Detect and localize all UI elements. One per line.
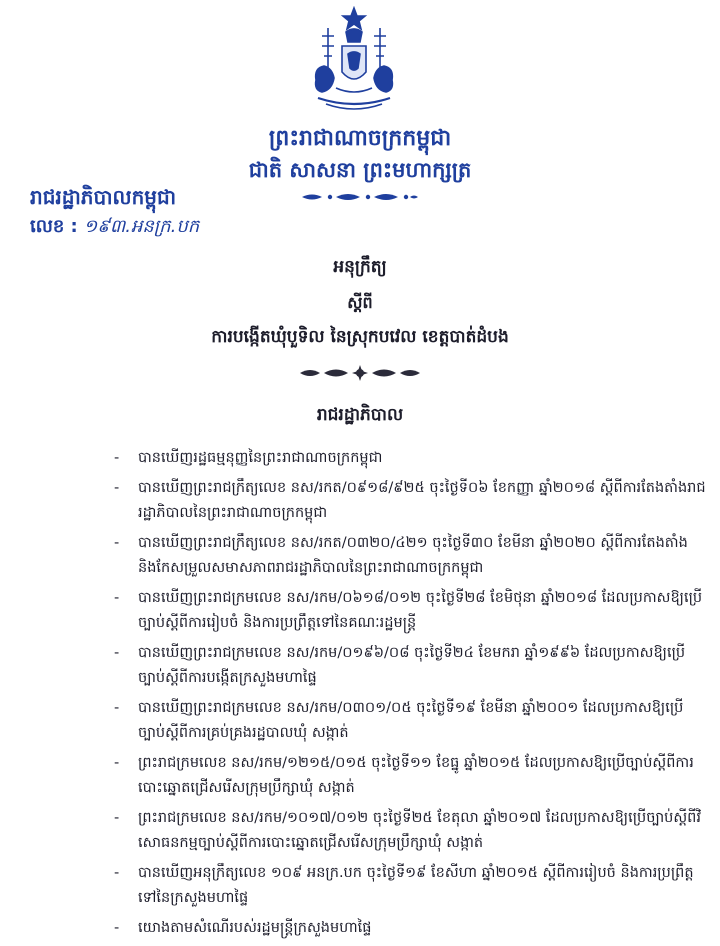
list-item bbox=[108, 476, 708, 526]
list-item-text: បានឃើញរដ្ឋធម្មនុញ្ញនៃព្រះរាជាណាចក្រកម្ពុជា bbox=[138, 450, 383, 466]
document-type: អនុក្រឹត្យ bbox=[333, 257, 387, 277]
list-dash: - bbox=[114, 645, 120, 661]
list-dash: - bbox=[114, 535, 120, 551]
list-item bbox=[108, 751, 708, 801]
list-dash: - bbox=[114, 590, 120, 606]
list-item-text: បានឃើញអនុក្រឹត្យលេខ ១០៩ អនក្រ.បក ចុះថ្ងៃទី១៩ ខែសីហា ឆ្នាំ២០១៥ ស្តីពីការរៀបចំ និងការប្រព្រឹត្តទៅនៃក្រសួងមហាផ្ទៃ bbox=[138, 865, 694, 906]
list-item-text: ព្រះរាជក្រមលេខ នស/រកម/១០១៧/០១២ ចុះថ្ងៃទី២៥ ខែតុលា ឆ្នាំ២០១៧ ដែលប្រកាសឱ្យប្រើច្បាប់ស្តីពីវិសោធនកម្មច្បាប់ស្តីពីការបោះឆ្នោតជ្រើសរើសក្រុមប្រឹក្សាឃុំ សង្កាត់ bbox=[138, 810, 701, 851]
list-dash: - bbox=[114, 480, 120, 496]
considerations-list bbox=[108, 446, 708, 946]
list-item bbox=[108, 806, 708, 856]
list-dash: - bbox=[114, 920, 120, 936]
national-motto: ជាតិ សាសនា ព្រះមហាក្សត្រ bbox=[248, 158, 472, 182]
list-item-text: បានឃើញព្រះរាជក្រឹត្យលេខ នស/រកត/០៩១៨/៩២៥ ចុះថ្ងៃទី០៦ ខែកញ្ញា ឆ្នាំ២០១៨ ស្តីពីការតែងតាំងរាជរដ្ឋាភិបាលនៃព្រះរាជាណាចក្រកម្ពុជា bbox=[138, 480, 706, 521]
list-dash: - bbox=[114, 450, 120, 466]
list-dash: - bbox=[114, 810, 120, 826]
document-subject: ការបង្កើតឃុំបួទិល នៃស្រុកបវេល ខេត្តបាត់ដំបង bbox=[211, 327, 509, 347]
title-on: ស្តីពី bbox=[347, 293, 373, 312]
list-item-text: បានឃើញព្រះរាជក្រមលេខ នស/រកម/០៦១៨/០១២ ចុះថ្ងៃទី២៨ ខែមិថុនា ឆ្នាំ២០១៨ ដែលប្រកាសឱ្យប្រើច្បាប់ស្តីពីការរៀបចំ និងការប្រព្រឹត្តទៅនៃគណៈរដ្ឋមន្ត្រី bbox=[138, 590, 703, 631]
reference-value: ១៩៣.អនក្រ.បក bbox=[83, 216, 200, 237]
list-item bbox=[108, 696, 708, 746]
list-dash: - bbox=[114, 755, 120, 771]
list-item-text: ព្រះរាជក្រមលេខ នស/រកម/១២១៥/០១៥ ចុះថ្ងៃទី១១ ខែធ្នូ ឆ្នាំ២០១៥ ដែលប្រកាសឱ្យប្រើច្បាប់ស្តីពីការបោះឆ្នោតជ្រើសរើសក្រុមប្រឹក្សាឃុំ សង្កាត់ bbox=[138, 755, 694, 796]
issuing-authority: រាជរដ្ឋាភិបាលកម្ពុជា bbox=[30, 185, 176, 209]
list-item-text: បានឃើញព្រះរាជក្រមលេខ នស/រកម/០១៩៦/០៨ ចុះថ្ងៃទី២៤ ខែមករា ឆ្នាំ១៩៩៦ ដែលប្រកាសឱ្យប្រើច្បាប់ស្តីពីការបង្កើតក្រសួងមហាផ្ទៃ bbox=[138, 645, 686, 686]
kingdom-name: ព្រះរាជាណាចក្រកម្ពុជា bbox=[268, 126, 452, 151]
list-item bbox=[108, 641, 708, 691]
list-item bbox=[108, 861, 708, 911]
reference-label: លេខ : bbox=[30, 216, 78, 237]
list-item-text: បានឃើញព្រះរាជក្រឹត្យលេខ នស/រកត/០៣២០/៤២១ ចុះថ្ងៃទី៣០ ខែមីនា ឆ្នាំ២០២០ ស្តីពីការតែងតាំង និងកែសម្រួលសមាសភាពរាជរដ្ឋាភិបាលនៃព្រះរាជាណាចក្រកម្ពុជា bbox=[138, 535, 688, 576]
list-dash: - bbox=[114, 700, 120, 716]
list-item bbox=[108, 446, 708, 471]
list-item bbox=[108, 531, 708, 581]
list-item bbox=[108, 916, 708, 941]
enacting-authority: រាជរដ្ឋាភិបាល bbox=[316, 405, 404, 425]
reference-number bbox=[30, 214, 199, 241]
floral-divider-icon bbox=[298, 190, 422, 204]
royal-coat-of-arms-icon bbox=[306, 6, 402, 118]
list-item-text: បានឃើញព្រះរាជក្រមលេខ នស/រកម/០៣០១/០៥ ចុះថ្ងៃទី១៩ ខែមីនា ឆ្នាំ២០០១ ដែលប្រកាសឱ្យប្រើច្បាប់ស្តីពីការគ្រប់គ្រងរដ្ឋបាលឃុំ សង្កាត់ bbox=[138, 700, 684, 741]
list-dash: - bbox=[114, 865, 120, 881]
list-item-text: យោងតាមសំណើរបស់រដ្ឋមន្ត្រីក្រសួងមហាផ្ទៃ bbox=[138, 920, 372, 936]
list-item bbox=[108, 586, 708, 636]
floral-divider-icon bbox=[298, 364, 422, 382]
